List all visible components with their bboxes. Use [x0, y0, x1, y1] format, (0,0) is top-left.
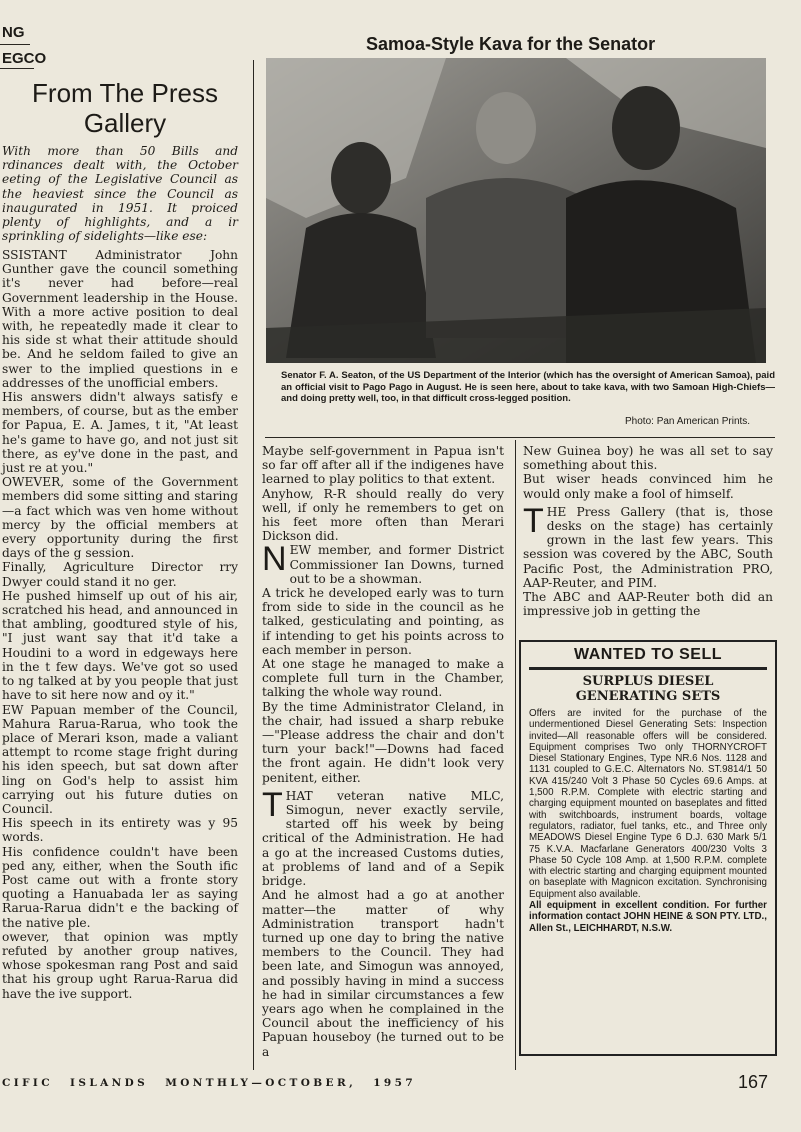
drop-cap: N [262, 540, 287, 579]
paragraph: New Guinea boy) he was all set to say something about this. [523, 444, 773, 473]
ad-body: Offers are invited for the purchase of the undermentioned Diesel Generating Sets: Inspection invited—All reasonable offers will be considered. Equipment comprises Two only THORNYCROFT Diesel Stationary Engines, Type NR.6 Nos. 1128 and 1131 coupled to G.E.C. Alternators No. ST.9814/1 50 KVA 415/240 Volt 3 Phase 50 Cycles 69.6 Amps. at 1,500 R.P.M. Complete with electric starting and charging equipment mounted on baseplates and fitted with switchboards, instrument boards, voltage regulators, radiator, fuel tanks, etc., and Three only MEADOWS Diesel Engine Type 6 D.J. 630 Mark 5/1 75 K.V.A. Macfarlane Generators 400/230 Volts 3 Phase 50 Cycle 108 Amp. at 1,500 R.P.M. complete with electric starting and charging equipment mounted on baseplate with Magnicon excitation. Synchronising Equipment also available. [529, 708, 767, 900]
column-title [10, 78, 240, 138]
drop-cap: T [262, 785, 283, 824]
photo-credit: Photo: Pan American Prints. [625, 416, 751, 427]
paragraph-dropcap [262, 785, 504, 889]
ad-closing: All equipment in excellent condition. For further information contact JOHN HEINE & SON PTY. LTD., Allen St., LEICHHARDT, N.S.W. [529, 900, 767, 934]
paragraph: OWEVER, some of the Government members did some sitting and staring—a fact which was ven home without mercy by the official members at every opportunity during the first days of the g session. [2, 475, 238, 561]
paragraph: Maybe self-government in Papua isn't so far off after all if the indigenes have learned to play politics to that extent. [262, 444, 504, 487]
paragraph: owever, that opinion was mptly refuted by another group natives, whose spokesman rang Post and said that his group ught Rarua-Rarua did have the ive support. [2, 929, 238, 1001]
running-head-left-top: NG [2, 24, 25, 41]
paragraph: At one stage he managed to make a complete full turn in the Chamber, talking the whole way round. [262, 657, 504, 700]
photo-caption: Senator F. A. Seaton, of the US Department of the Interior (which has the oversight of American Samoa), paid an official visit to Pago Pago in August. He is seen here, about to take kava, with two Samoan High-Chiefs—and doing pretty well, too, in that difficult cross-legged position. [281, 370, 775, 404]
kava-photo-illustration [266, 58, 766, 363]
paragraph: And he almost had a go at another matter—the matter of why Administration transport hadn't turned up one day to bring the native members to the Council. They had been late, and Simogun was annoyed, and possibly having in mind a success he had in similar circumstances a few years ago when he complained in the Council about the inefficiency of his Papuan houseboy (he turned out to be a [262, 888, 504, 1059]
paragraph: But wiser heads convinced him he would only make a fool of himself. [523, 472, 773, 501]
column-2-text [262, 444, 504, 1059]
caption-rule [265, 437, 775, 438]
column-3-text [523, 444, 773, 618]
paragraph-text: HE Press Gallery (that is, those desks on the stage) has certainly grown in the last few years. This session was covered by the ABC, South Pacific Post, the Administration PRO, AAP-Reuter, and PIM. [523, 504, 773, 590]
running-head-title: Samoa-Style Kava for the Senator [366, 34, 656, 54]
paragraph-text: HAT veteran native MLC, Simogun, never exactly servile, started off his week by being critical of the Administration. He had a go at the increased Customs duties, at problems of land and of a Sepik bridge. [262, 788, 504, 889]
column-1-text [2, 248, 238, 1001]
ad-subtitle-1: SURPLUS DIESEL [582, 674, 714, 689]
paragraph: He pushed himself up out of his air, scratched his head, and announced in that ambling, goodtured style of his, "I just want say that it'd take a Houdini to a word in edgeways here in the t few days. We've got so used to ng talked at by you people that just have to sit here now and oy it." [2, 588, 238, 703]
kava-photo [266, 58, 766, 363]
classified-ad [519, 640, 777, 1056]
paragraph: SSISTANT Administrator John Gunther gave the council something it's never had before—real Government leadership in the House. With a more active position to deal with, he repeatedly made it clear to his side st what their attitude should be. And he seldom failed to give an swer to the implied questions in e addresses of the unofficial embers. [2, 248, 238, 390]
drop-cap: T [523, 501, 544, 540]
paragraph: The ABC and AAP-Reuter both did an impressive job in getting the [523, 590, 773, 619]
header-rule-left-2 [0, 68, 34, 69]
paragraph: A trick he developed early was to turn from side to side in the council as he talked, gesticulating and pointing, as if intending to get his points across to each member in person. [262, 586, 504, 657]
paragraph: His confidence couldn't have been ped any, either, when the South ific Post came out with a fronte story quoting a Hanuabada ler as saying Rarua-Rarua didn't e the backing of the native ple. [2, 844, 238, 930]
running-head-left-bottom: EGCO [2, 50, 47, 67]
column-title-text: From The Press Gallery [32, 78, 218, 138]
paragraph-dropcap [523, 501, 773, 590]
header-rule-left [0, 44, 30, 45]
page-number: 167 [738, 1072, 769, 1092]
paragraph: By the time Administrator Cleland, in the chair, had issued a sharp rebuke—"Please address the chair and don't turn your back!"—Downs had faced the front again. He didn't look very penitent, either. [262, 699, 504, 785]
paragraph-dropcap [262, 540, 504, 586]
paragraph-text: EW member, and former District Commissioner Ian Downs, turned out to be a showman. [289, 543, 504, 586]
paragraph: His speech in its entirety was y 95 words. [2, 816, 238, 845]
ad-title: WANTED TO SELL [573, 646, 723, 663]
paragraph: EW Papuan member of the Council, Mahura Rarua-Rarua, who took the place of Merari kson, made a valiant attempt to rcome stage fright during his iden speech, but sat down after ling on God's help to assist him carrying out his future duties on Council. [2, 702, 238, 816]
column-rule-1 [253, 60, 254, 1070]
paragraph: Finally, Agriculture Director rry Dwyer could stand it no ger. [2, 560, 238, 589]
ad-subtitle-2: GENERATING SETS [575, 689, 721, 704]
paragraph: Anyhow, R-R should really do very well, if only he remembers to get on his feet more often than Merari Dickson did. [262, 486, 504, 544]
intro-text: With more than 50 Bills and rdinances dealt with, the October eeting of the Legislative Council as the heaviest since the Council as inaugurated in 1951. It proiced plenty of highlights, and a ir sprinkling of sidelights—like ese: [2, 144, 238, 244]
paragraph: His answers didn't always satisfy e members, of course, but as the ember for Papua, E. A. James, t it, "At least he's game to have go, and not just sit there, as ey've done in the past, and just re at you." [2, 390, 238, 476]
column-rule-2 [515, 440, 516, 1070]
footer-publication: CIFIC ISLANDS MONTHLY—OCTOBER, 1957 [2, 1077, 417, 1089]
ad-rule [529, 667, 767, 670]
